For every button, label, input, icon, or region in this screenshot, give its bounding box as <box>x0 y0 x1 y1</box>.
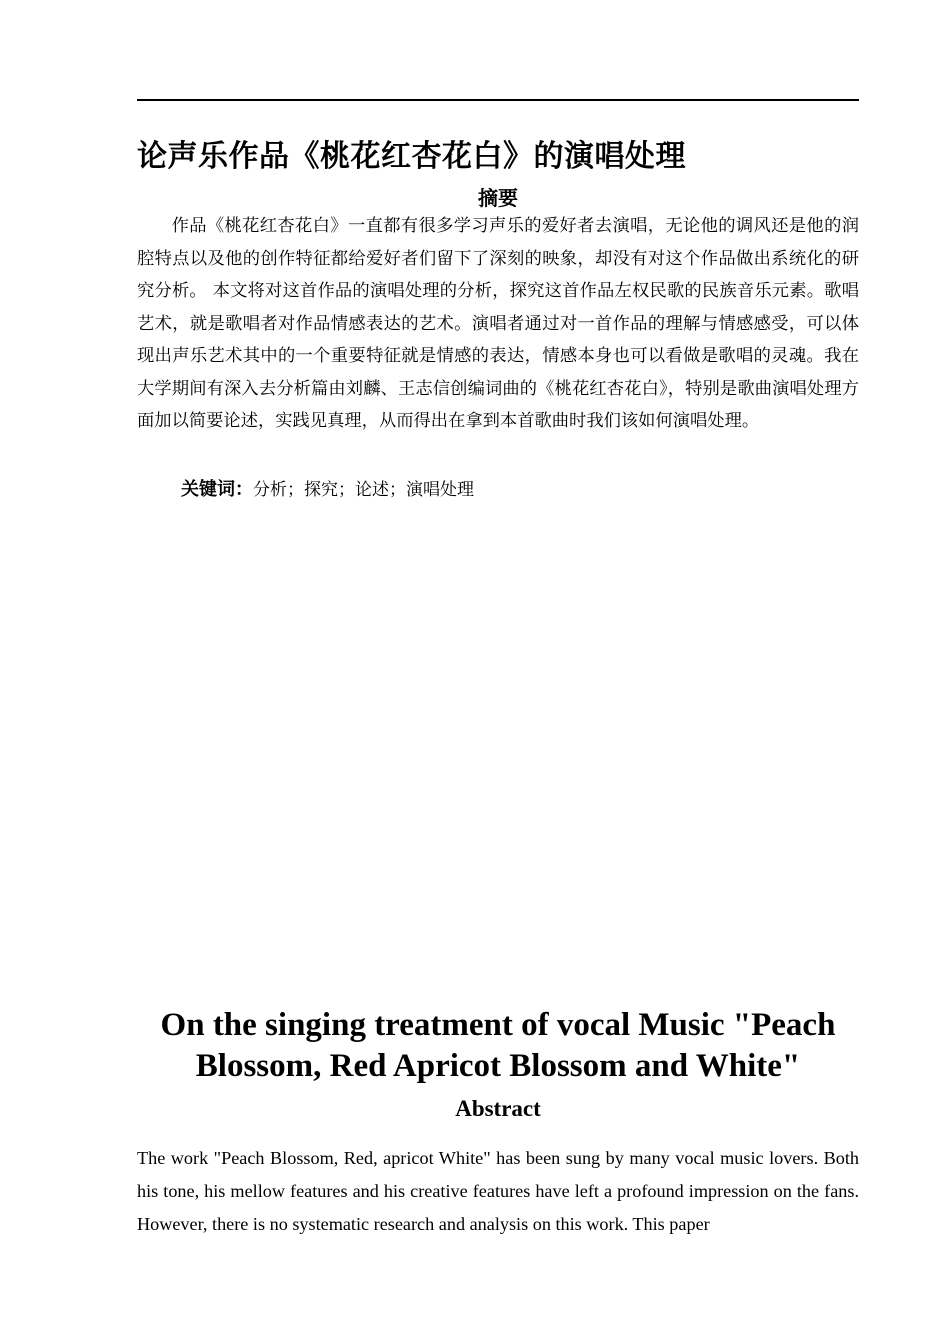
chinese-abstract-heading: 摘要 <box>478 186 518 210</box>
keywords-label: 关键词： <box>181 479 253 500</box>
keywords-list: 分析；探究；论述；演唱处理 <box>253 480 474 500</box>
header-rule <box>137 99 859 101</box>
chinese-title: 论声乐作品《桃花红杏花白》的演唱处理 <box>137 139 686 174</box>
chinese-abstract-body: 作品《桃花红杏花白》一直都有很多学习声乐的爱好者去演唱，无论他的调风还是他的润腔特点以及他的创作特征都给爱好者们留下了深刻的映象，却没有对这个作品做出系统化的研究分析。 本文将对这首作品的演唱处理的分析，探究这首作品左权民歌的民族音乐元素。歌唱艺术，就是歌唱者对作品情感表达的艺术。演唱者通过对一首作品的理解与情感感受，可以体现出声乐艺术其中的一个重要特征就是情感的表达，情感本身也可以看做是歌唱的灵魂。我在大学期间有深入去分析篇由刘麟、王志信创编词曲的《桃花红杏花白》，特别是歌曲演唱处理方面加以简要论述，实践见真理，从而得出在拿到本首歌曲时我们该如何演唱处理。 <box>137 216 859 431</box>
english-abstract-heading: Abstract <box>455 1096 541 1121</box>
english-title: On the singing treatment of vocal Music "Peach Blossom, Red Apricot Blossom and White" <box>160 1007 836 1084</box>
english-abstract-body: The work "Peach Blossom, Red, apricot White" has been sung by many vocal music lovers. Both his tone, his mellow features and his creative features have left a profound impression on the fans. However, there is no systematic research and analysis on this work. This paper <box>137 1148 859 1234</box>
chinese-keywords <box>181 475 859 505</box>
